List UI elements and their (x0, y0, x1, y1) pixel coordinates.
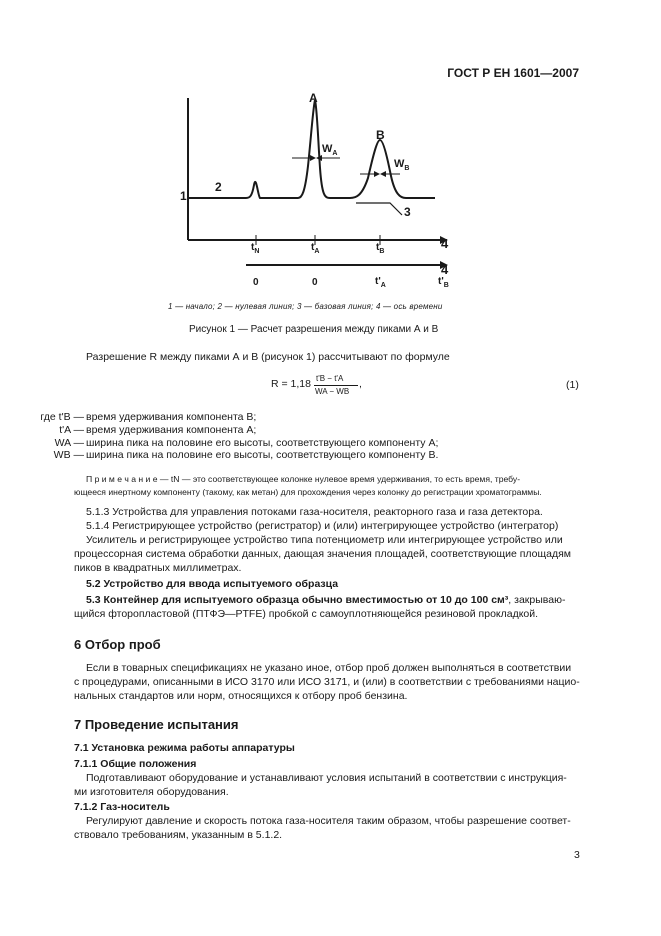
peak-b-label: B (376, 128, 385, 142)
definition-item: WA — ширина пика на половине его высоты, соответствующего компоненту А; (54, 436, 439, 449)
section-5-3: 5.3 Контейнер для испытуемого образца обычно вместимостью от 10 до 100 см³, закрываю- (86, 594, 566, 606)
note-line-1: П р и м е ч а н и е — tN — это соответствующее колонке нулевое время удерживания, то есть время, требу- (86, 474, 521, 484)
section-5-1-4-text: процессорная система обработки данных, дающая значения площадей, соответствующие площадям (74, 548, 572, 560)
wb-label: $W_B$ (394, 158, 410, 173)
tn-label: $t_N$ (251, 242, 260, 255)
formula-number: (1) (566, 379, 579, 391)
note-line-2: ющееся инертному компоненту (такому, как метан) для прохождения через колонку до регистрации хроматограммы. (74, 487, 542, 497)
section-5-1-3: 5.1.3 Устройства для управления потоками газа-носителя, реакторного газа и газа детектора. (86, 506, 543, 518)
section-6-text: с процедурами, описанными в ИСО 3170 или ИСО 3171, и (или) в соответствии с требованиями нацио- (74, 676, 580, 688)
definition-item: t'A — время удерживания компонента А; (59, 423, 257, 436)
section-5-2: 5.2 Устройство для ввода испытуемого образца (86, 578, 339, 590)
figure-caption: Рисунок 1 — Расчет разрешения между пиками А и В (189, 324, 439, 335)
section-7-1-1-text: Подготавливают оборудование и устанавливают условия испытаний в соответствии с инструкция- (86, 772, 567, 784)
label-3: 3 (404, 205, 411, 219)
definition-item: где t'B — время удерживания компонента В; (40, 411, 257, 423)
section-7-1-2: 7.1.2 Газ-носитель (74, 801, 170, 813)
definitions-list (0, 410, 586, 461)
tb-label: $t_B$ (376, 242, 385, 255)
chromatogram-figure (150, 88, 470, 298)
section-7-1-2-text: ствовало требованиям, указанным в 5.1.2. (74, 829, 283, 841)
section-7-1-1: 7.1.1 Общие положения (74, 758, 197, 770)
label-4-second: 4 (441, 262, 449, 277)
section-6-text: Если в товарных спецификациях не указано иное, отбор проб должен выполняться в соответствии (86, 662, 572, 674)
label-1: 1 (180, 189, 187, 203)
label-4: 4 (441, 236, 449, 251)
section-5-1-4-text: пиков в квадратных миллиметрах. (74, 562, 242, 574)
section-6-text: нальных стандартов или норм, относящихся к отбору проб бензина. (74, 690, 408, 702)
page-number: 3 (574, 849, 580, 861)
label-2: 2 (215, 180, 222, 194)
tpb-label: $t'_B$ (438, 276, 449, 289)
document-id: ГОСТ Р ЕН 1601—2007 (447, 66, 579, 80)
peak-a-label: A (309, 91, 318, 105)
tpa-label: $t'_A$ (375, 276, 386, 289)
zero-label-1: 0 (253, 277, 259, 288)
section-5-1-4-text: Усилитель и регистрирующее устройство типа потенциометр или интегрирующее устройство или (86, 534, 563, 546)
section-7-1-1-text: ми изготовителя оборудования. (74, 786, 229, 798)
heading-6: 6 Отбор проб (74, 637, 161, 652)
section-5-1-4: 5.1.4 Регистрирующее устройство (регистратор) и (или) интегрирующее устройство (интегратор) (86, 520, 559, 532)
definition-item: WB — ширина пика на половине его высоты, соответствующего компоненту В. (53, 449, 439, 462)
heading-7: 7 Проведение испытания (74, 717, 239, 732)
formula-intro: Разрешение R между пиками А и В (рисунок 1) рассчитывают по формуле (86, 351, 450, 363)
section-7-1-2-text: Регулируют давление и скорость потока газа-носителя таким образом, чтобы разрешение соответ- (86, 815, 571, 827)
baseline (356, 203, 402, 215)
wa-label: $W_A$ (322, 143, 338, 158)
zero-label-2: 0 (312, 277, 318, 288)
section-7-1: 7.1 Установка режима работы аппаратуры (74, 742, 295, 754)
signal-line (188, 100, 435, 198)
ta-label: $t_A$ (311, 242, 320, 255)
figure-legend: 1 — начало; 2 — нулевая линия; 3 — базовая линия; 4 — ось времени (168, 302, 443, 311)
section-5-3-text: щийся фторопластовой (ПТФЭ—PTFE) пробкой с самоуплотняющейся резиновой прокладкой. (74, 608, 539, 620)
